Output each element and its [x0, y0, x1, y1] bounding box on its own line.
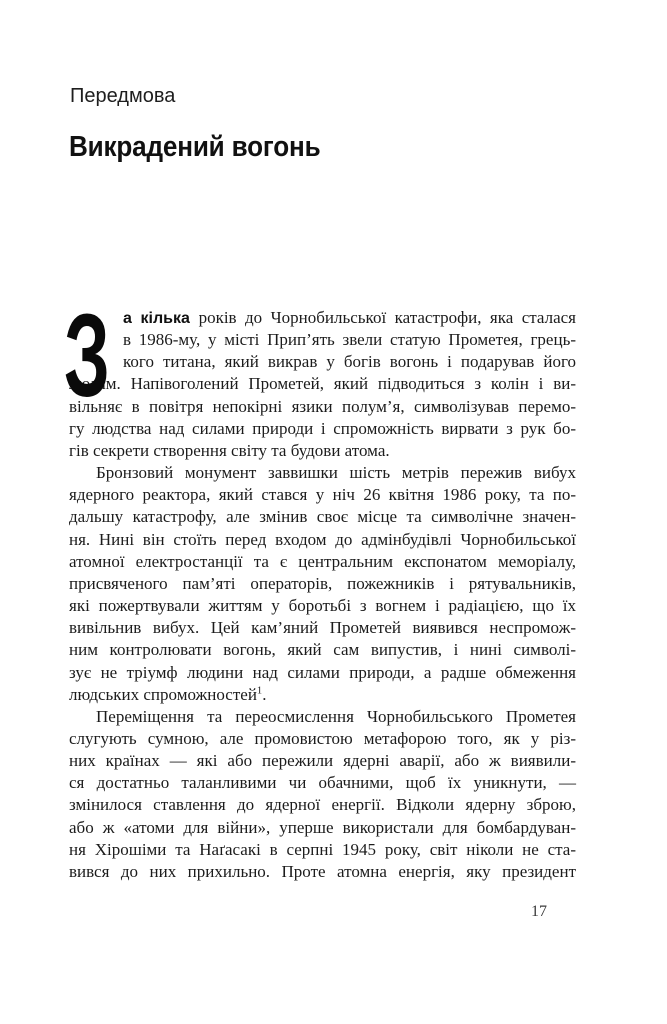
text-line: людям. Напівоголений Прометей, який підводиться з колін і ви-: [69, 374, 576, 394]
lead-bold-text: а кілька: [123, 310, 199, 327]
dropcap-letter: З: [64, 290, 110, 422]
text-line: ним контролювати вогонь, який сам випустив, і нині символі-: [69, 640, 576, 660]
text-line: дальшу катастрофу, але змінив своє місце та символічне значен-: [69, 507, 576, 527]
text-line: Переміщення та переосмислення Чорнобильського Прометея: [96, 706, 576, 726]
text-line: які пожертвували життям у боротьбі з вогнем і радіацією, що їх: [69, 596, 576, 616]
text-line: гу людства над силами природи і спроможність вирвати з рук бо-: [69, 418, 576, 438]
footnote-marker: 1: [256, 685, 263, 696]
text-line: зує не тріумф людини над силами природи, а радше обмеження: [69, 662, 576, 682]
text-line: Бронзовий монумент заввишки шість метрів пережив вибух: [96, 463, 576, 483]
text-line: вився до них прихильно. Проте атомна енергія, яку президент: [69, 861, 576, 881]
page-number: 17: [531, 903, 547, 920]
text-line: в 1986-му, у місті Прип’ять звели статую Прометея, грець-: [123, 330, 576, 350]
text-line: ядерного реактора, який стався у ніч 26 квітня 1986 року, та по-: [69, 485, 576, 505]
text-segment: .: [262, 684, 267, 704]
body-text: [64, 290, 576, 883]
chapter-title: Викрадений вогонь: [69, 131, 321, 163]
text-line: [69, 684, 576, 706]
text-line: ся достатньо таланливими чи обачними, щоб їх уникнути, —: [69, 773, 576, 793]
text-line: кого титана, який викрав у богів вогонь і подарував його: [123, 352, 576, 372]
section-kicker: Передмова: [70, 85, 176, 107]
text-line: них країнах — які або пережили ядерні аварії, або ж виявили-: [69, 751, 576, 771]
text-line: змінилося ставлення до ядерної енергії. Відколи ядерну зброю,: [69, 795, 576, 815]
text-line: [69, 307, 576, 329]
text-line: вивільнив вибух. Цей кам’яний Прометей виявився неспромож-: [69, 618, 576, 638]
text-line: присвяченого пам’яті операторів, пожежників і рятувальників,: [69, 573, 576, 593]
text-line: або ж «атоми для війни», уперше використали для бомбардуван-: [69, 817, 576, 837]
text-line: ня. Нині він стоїть перед входом до адмінбудівлі Чорнобильської: [69, 529, 576, 549]
text-segment: людських спроможностей: [69, 684, 257, 704]
text-line: гів секрети створення світу та будови атома.: [69, 440, 390, 460]
text-line: слугують сумною, але промовистою метафорою того, як у різ-: [69, 728, 576, 748]
text-segment: років до Чорнобильської катастрофи, яка сталася: [198, 308, 576, 327]
text-line: атомної електростанції та є центральним експонатом меморіалу,: [69, 551, 576, 571]
text-line: ня Хірошіми та Наґасакі в серпні 1945 року, світ ніколи не ста-: [69, 839, 576, 859]
text-line: вільняє в повітря непокірні язики полум’я, символізував перемо-: [69, 396, 576, 416]
